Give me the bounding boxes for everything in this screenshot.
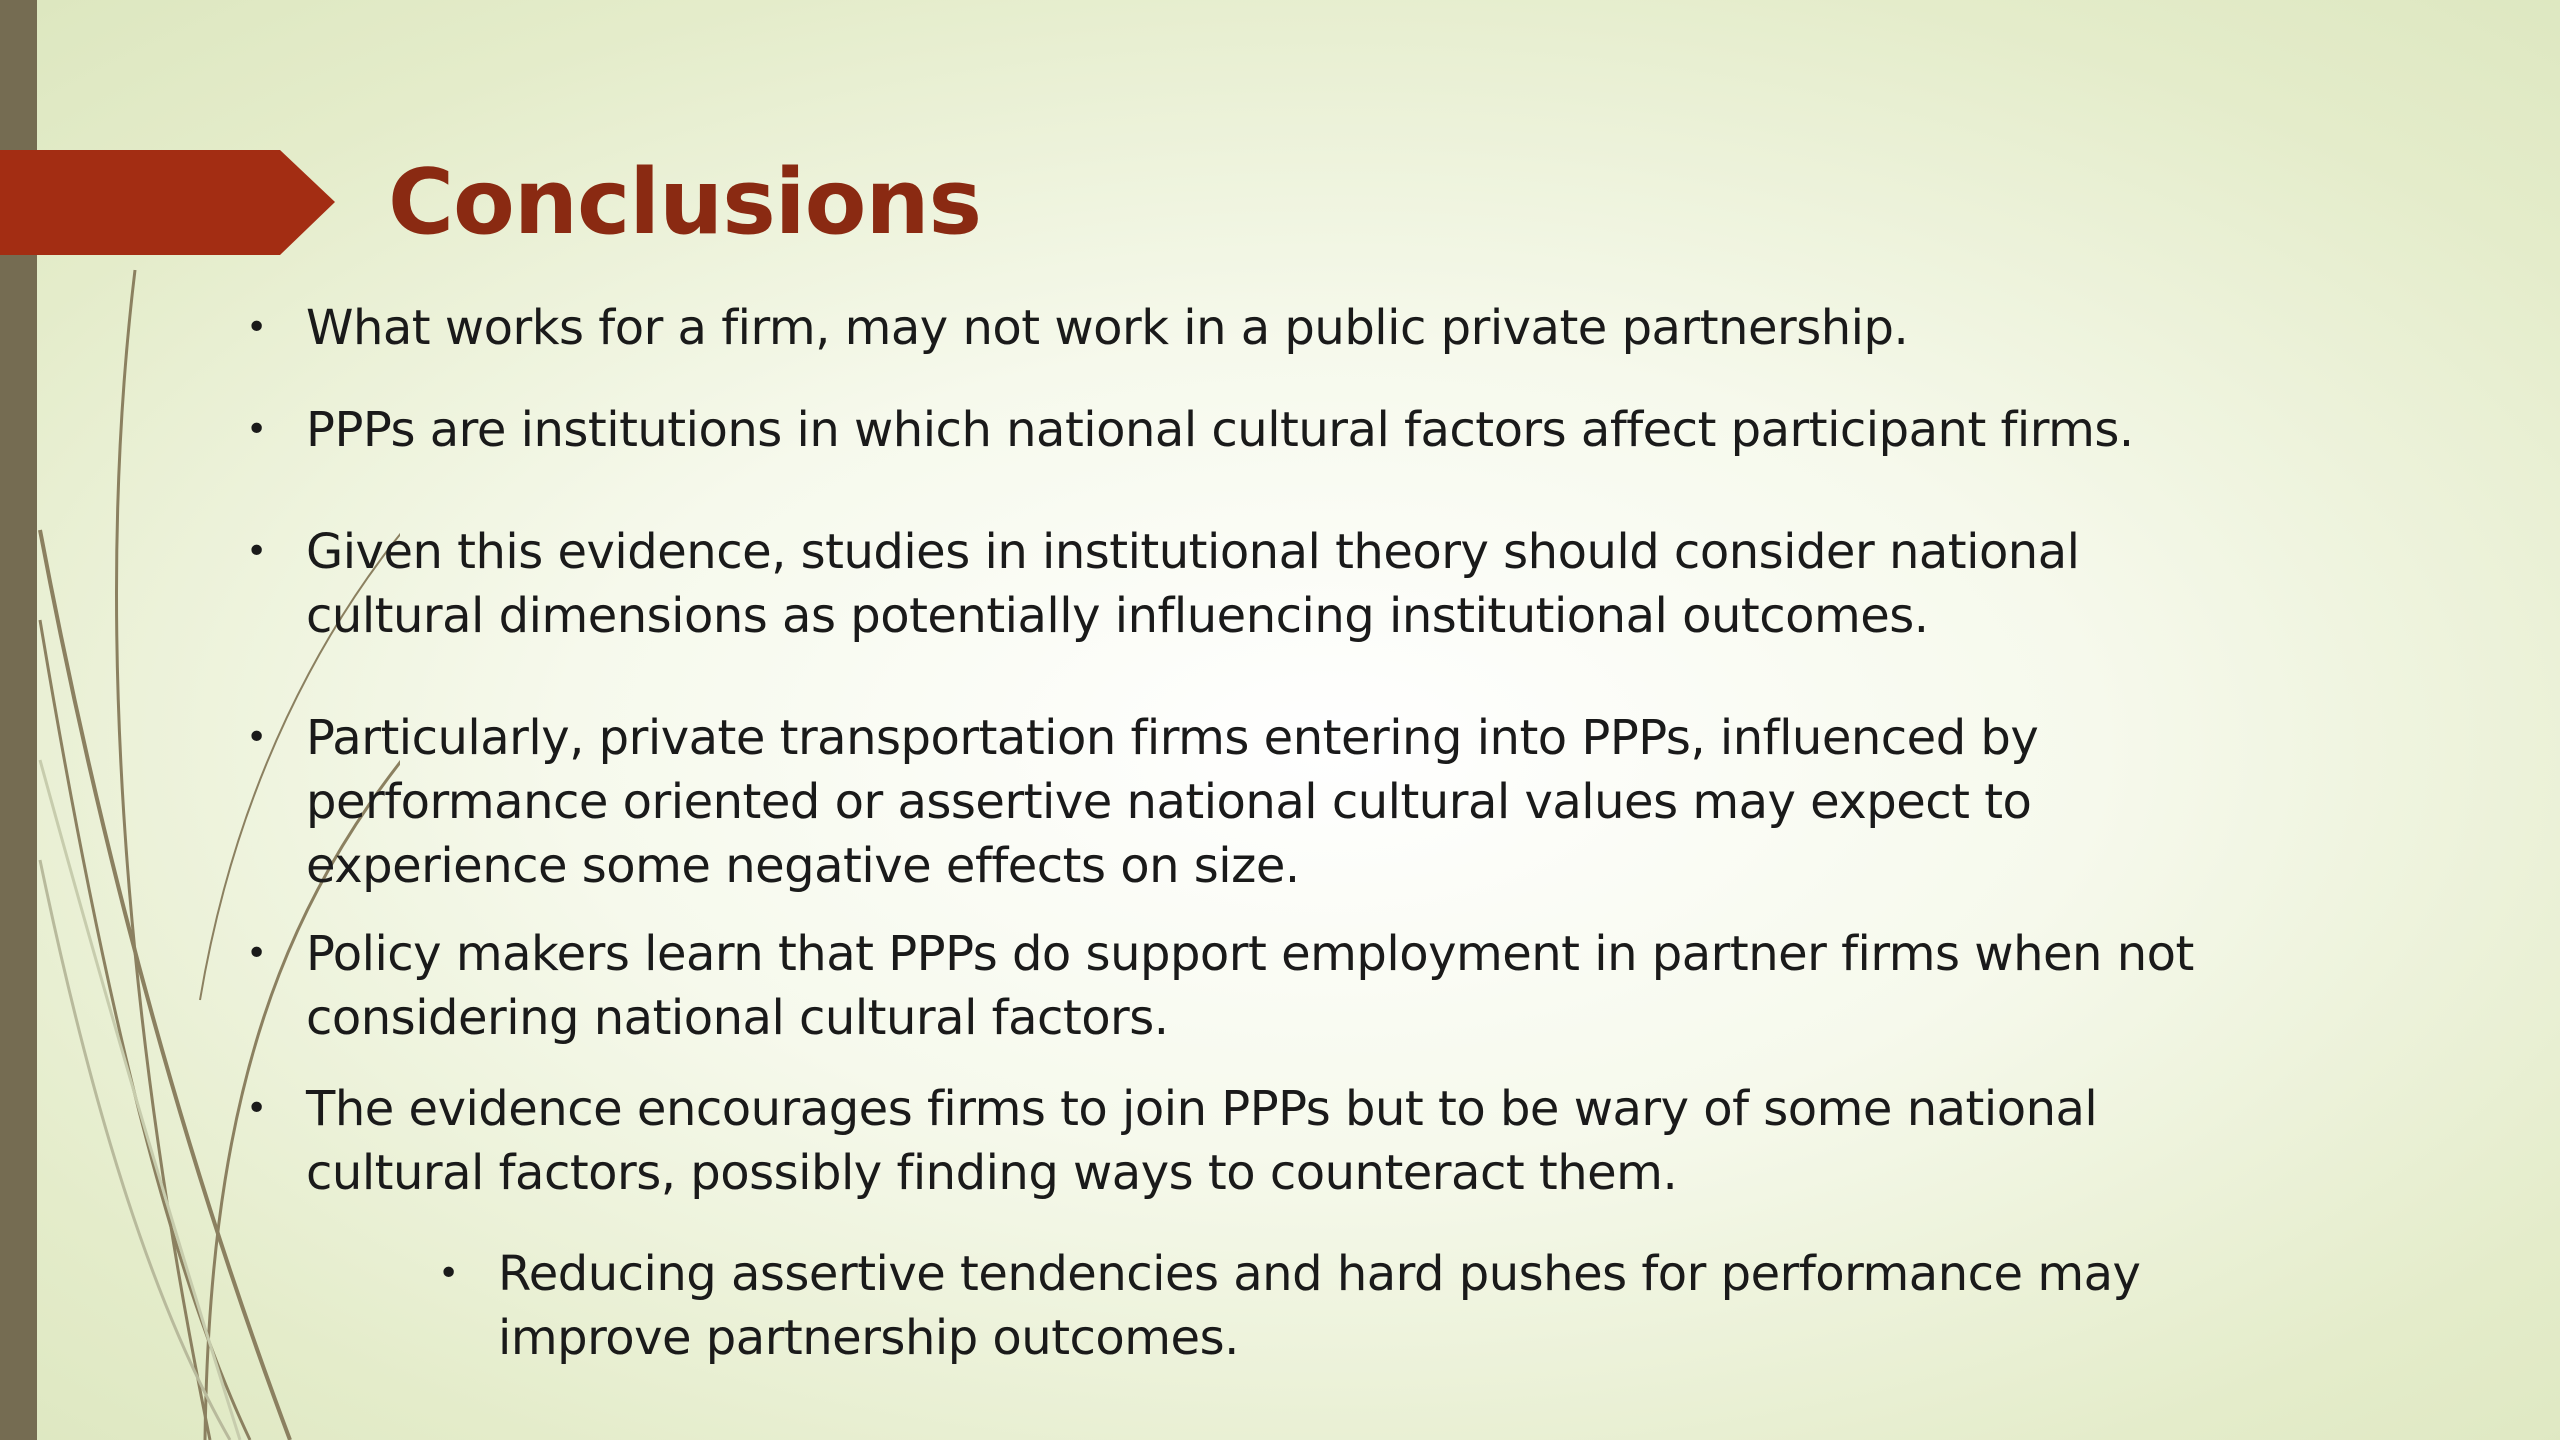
bullet-dot: • xyxy=(246,933,267,974)
bullet-dot: • xyxy=(438,1253,459,1294)
bullet-text-line: cultural dimensions as potentially influencing institutional outcomes. xyxy=(306,588,1929,644)
bullet-text-line: Policy makers learn that PPPs do support employment in partner firms when not xyxy=(306,926,2194,982)
bullet-dot: • xyxy=(246,409,267,450)
bullet-text-line: What works for a firm, may not work in a public private partnership. xyxy=(306,300,1909,356)
bullet-text-line: improve partnership outcomes. xyxy=(498,1310,1239,1366)
bullet-text-line: performance oriented or assertive national cultural values may expect to xyxy=(306,774,2032,830)
bullet-dot: • xyxy=(246,1088,267,1129)
bullet-text-line: Given this evidence, studies in institutional theory should consider national xyxy=(306,524,2080,580)
bullet-text-line: Reducing assertive tendencies and hard pushes for performance may xyxy=(498,1246,2141,1302)
slide-title: Conclusions xyxy=(388,150,982,255)
bullet-text-line: Particularly, private transportation firms entering into PPPs, influenced by xyxy=(306,710,2039,766)
bullet-dot: • xyxy=(246,307,267,348)
bullet-text-line: considering national cultural factors. xyxy=(306,990,1169,1046)
bullet-text-line: experience some negative effects on size. xyxy=(306,838,1300,894)
bullet-dot: • xyxy=(246,717,267,758)
title-arrow-shape xyxy=(0,150,335,255)
bullet-text-line: cultural factors, possibly finding ways to counteract them. xyxy=(306,1145,1678,1201)
bullet-dot: • xyxy=(246,531,267,572)
bullet-text-line: The evidence encourages firms to join PPPs but to be wary of some national xyxy=(306,1081,2098,1137)
bullet-text-line: PPPs are institutions in which national cultural factors affect participant firms. xyxy=(306,402,2134,458)
